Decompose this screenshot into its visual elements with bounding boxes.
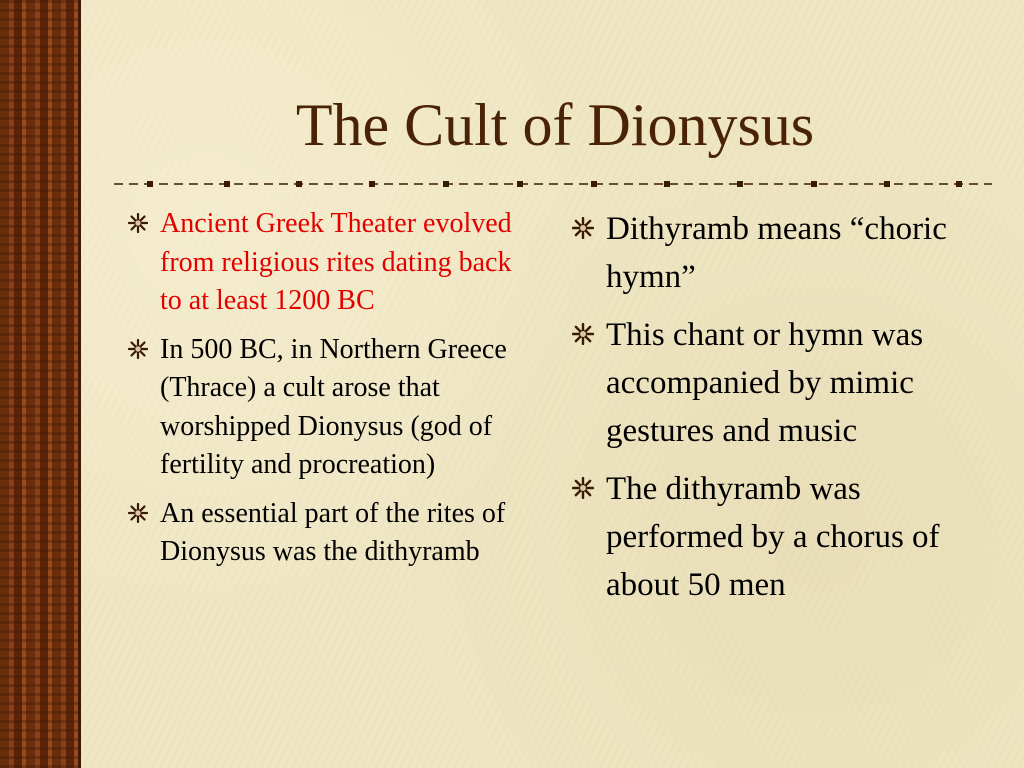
star-burst-icon [128,339,148,359]
right-bullet-2-text: This chant or hymn was accompanied by mimic gestures and music [606,317,924,449]
decorative-sidebar [0,0,78,768]
right-bullet-list [572,205,992,619]
star-burst-icon [572,323,594,345]
star-burst-icon [128,213,148,233]
left-bullet-3 [128,495,538,572]
right-bullet-1-text: Dithyramb means “choric hymn” [606,211,947,295]
left-bullet-2-text: In 500 BC, in Northern Greece (Thrace) a cult arose that worshipped Dionysus (god of fertility and procreation) [160,333,507,480]
star-burst-icon [128,503,148,523]
slide-title: The Cult of Dionysus [295,92,815,158]
left-bullet-list [128,205,538,582]
left-bullet-1-text: Ancient Greek Theater evolved from religious rites dating back to at least 1200 BC [160,208,512,316]
left-bullet-1 [128,205,538,321]
sidebar-edge [78,0,81,768]
right-bullet-1 [572,205,992,301]
star-burst-icon [572,477,594,499]
star-burst-icon [572,217,594,239]
left-bullet-2 [128,331,538,485]
right-bullet-3-text: The dithyramb was performed by a chorus of about 50 men [606,471,940,603]
right-bullet-2 [572,311,992,455]
title-divider [114,177,992,191]
right-bullet-3 [572,465,992,609]
left-bullet-3-text: An essential part of the rites of Dionysus was the dithyramb [160,497,506,567]
